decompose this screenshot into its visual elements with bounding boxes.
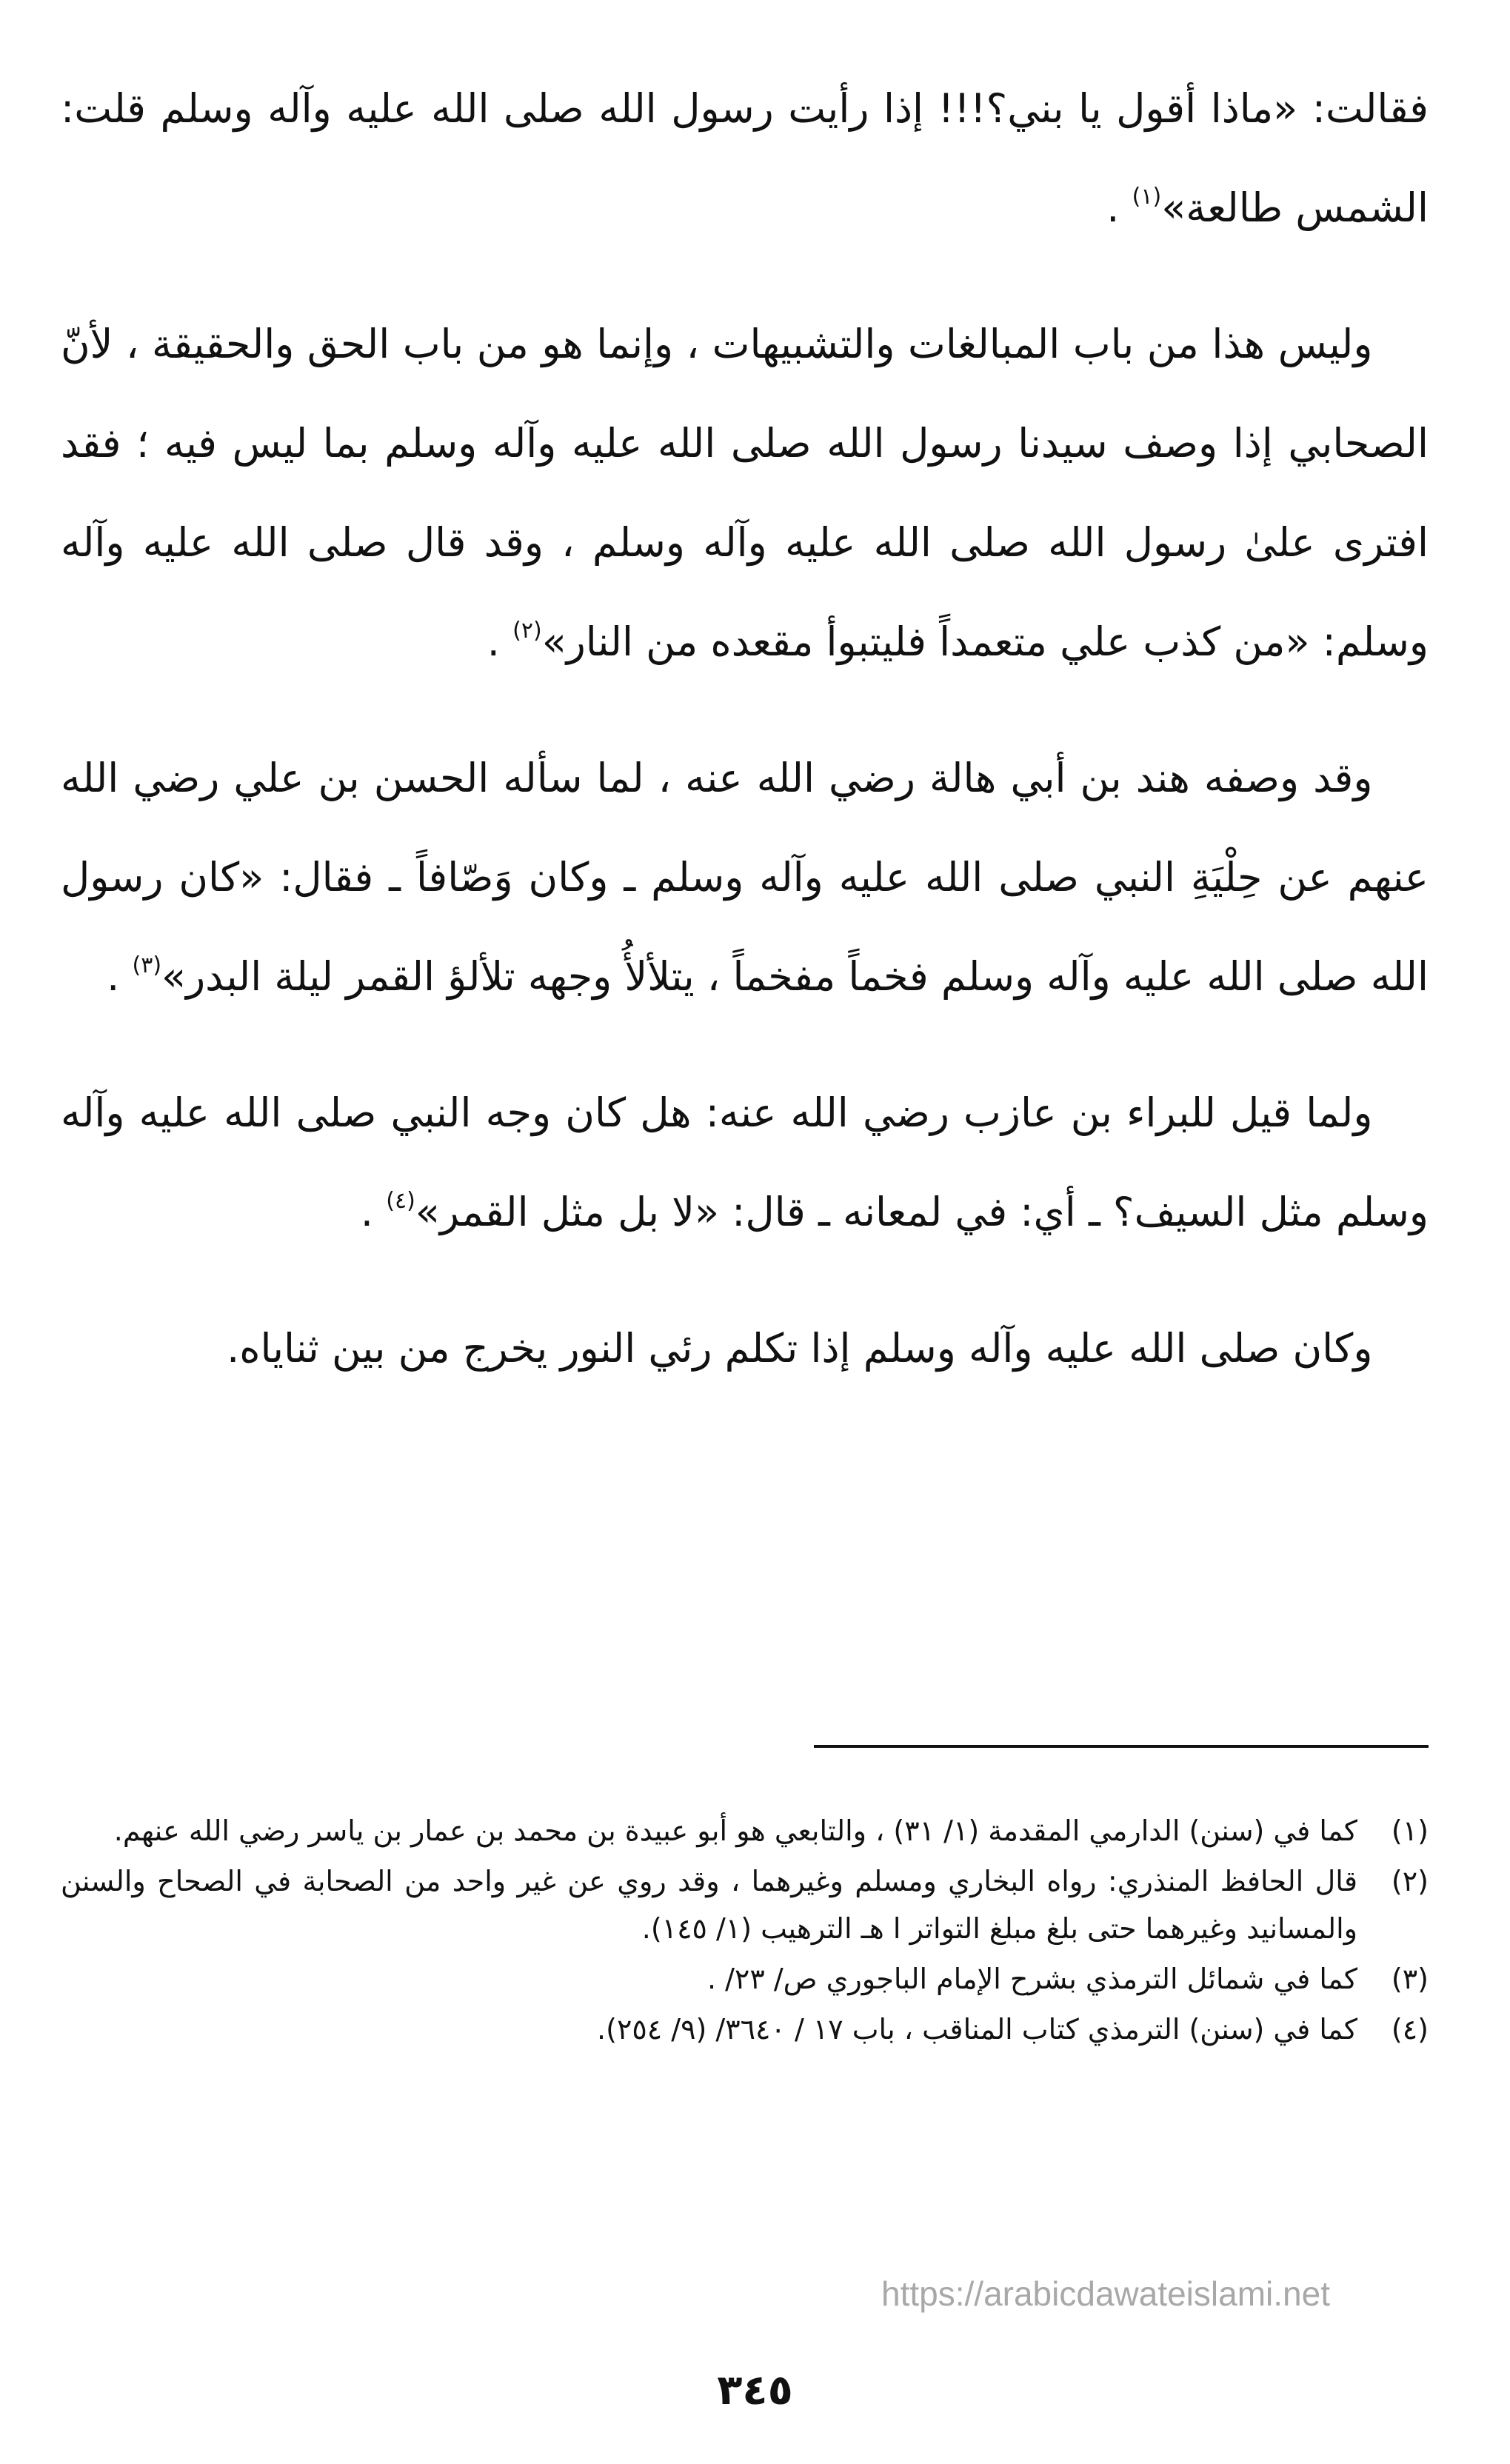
watermark-url: https://arabicdawateislami.net bbox=[881, 2274, 1330, 2313]
paragraph-5-text: وكان صلى الله عليه وآله وسلم إذا تكلم رئي النور يخرج من بين ثناياه. bbox=[227, 1325, 1373, 1372]
footnote-number: (١) bbox=[1391, 1814, 1429, 1847]
paragraph-1-text: فقالت: «ماذا أقول يا بني؟!!! إذا رأيت رسول الله صلى الله عليه وآله وسلم قلت: الشمس طالعة» bbox=[61, 85, 1429, 231]
footnote-ref-2: (٢) bbox=[512, 618, 542, 644]
footnote-ref-4: (٤) bbox=[386, 1188, 415, 1214]
paragraph-2 bbox=[61, 295, 1429, 692]
paragraph-1 bbox=[61, 59, 1429, 258]
footnote-text: قال الحافظ المنذري: رواه البخاري ومسلم وغيرهما ، وقد روي عن غير واحد من الصحابة في الصحاح والسنن والمسانيد وغيرهما حتى بلغ مبلغ التواتر ا هـ الترهيب (١/ ١٤٥). bbox=[61, 1865, 1357, 1945]
footnotes bbox=[61, 1807, 1429, 2056]
paragraph-5 bbox=[61, 1299, 1429, 1398]
paragraph-4-text: ولما قيل للبراء بن عازب رضي الله عنه: هل كان وجه النبي صلى الله عليه وآله وسلم مثل السيف؟ ـ أي: في لمعانه ـ قال: «لا بل مثل القمر» bbox=[61, 1089, 1429, 1235]
paragraph-3-end: . bbox=[107, 953, 133, 1000]
footnote-1 bbox=[61, 1807, 1429, 1854]
footnote-ref-1: (١) bbox=[1132, 184, 1162, 210]
paragraph-3 bbox=[61, 729, 1429, 1026]
main-text bbox=[61, 59, 1429, 1398]
footnote-ref-3: (٣) bbox=[132, 952, 162, 978]
paragraph-4 bbox=[61, 1064, 1429, 1262]
footnote-divider bbox=[814, 1745, 1429, 1748]
footnote-2 bbox=[61, 1857, 1429, 1952]
footnote-text: كما في (سنن) الدارمي المقدمة (١/ ٣١) ، والتابعي هو أبو عبيدة بن محمد بن عمار بن ياسر رضي الله عنهم. bbox=[113, 1814, 1357, 1847]
page-number: ٣٤٥ bbox=[717, 2366, 793, 2414]
footnote-3 bbox=[61, 1955, 1429, 2003]
paragraph-2-text: وليس هذا من باب المبالغات والتشبيهات ، وإنما هو من باب الحق والحقيقة ، لأنّ الصحابي إذا وصف سيدنا رسول الله صلى الله عليه وآله وسلم بما ليس فيه ؛ فقد افترى علىٰ رسول الله صلى الله عليه وآله وسلم ، وقد قال صلى الله عليه وآله وسلم: «من كذب علي متعمداً فليتبوأ مقعده من النار» bbox=[61, 321, 1429, 665]
paragraph-4-end: . bbox=[360, 1189, 387, 1235]
footnote-number: (٢) bbox=[1391, 1865, 1429, 1897]
footnote-number: (٣) bbox=[1391, 1963, 1429, 1995]
paragraph-3-text: وقد وصفه هند بن أبي هالة رضي الله عنه ، لما سأله الحسن بن علي رضي الله عنهم عن حِلْيَةِ النبي صلى الله عليه وآله وسلم ـ وكان وَصّافاً ـ فقال: «كان رسول الله صلى الله عليه وآله وسلم فخماً مفخماً ، يتلألأُ وجهه تلألؤ القمر ليلة البدر» bbox=[61, 755, 1429, 1000]
footnote-4 bbox=[61, 2006, 1429, 2053]
footnote-number: (٤) bbox=[1391, 2013, 1429, 2046]
paragraph-1-end: . bbox=[1106, 184, 1132, 231]
footnote-text: كما في (سنن) الترمذي كتاب المناقب ، باب ١٧ / ٣٦٤٠/ (٩/ ٢٥٤). bbox=[597, 2013, 1357, 2046]
footnote-text: كما في شمائل الترمذي بشرح الإمام الباجوري ص/ ٢٣/ . bbox=[706, 1963, 1357, 1995]
paragraph-2-end: . bbox=[487, 618, 513, 665]
